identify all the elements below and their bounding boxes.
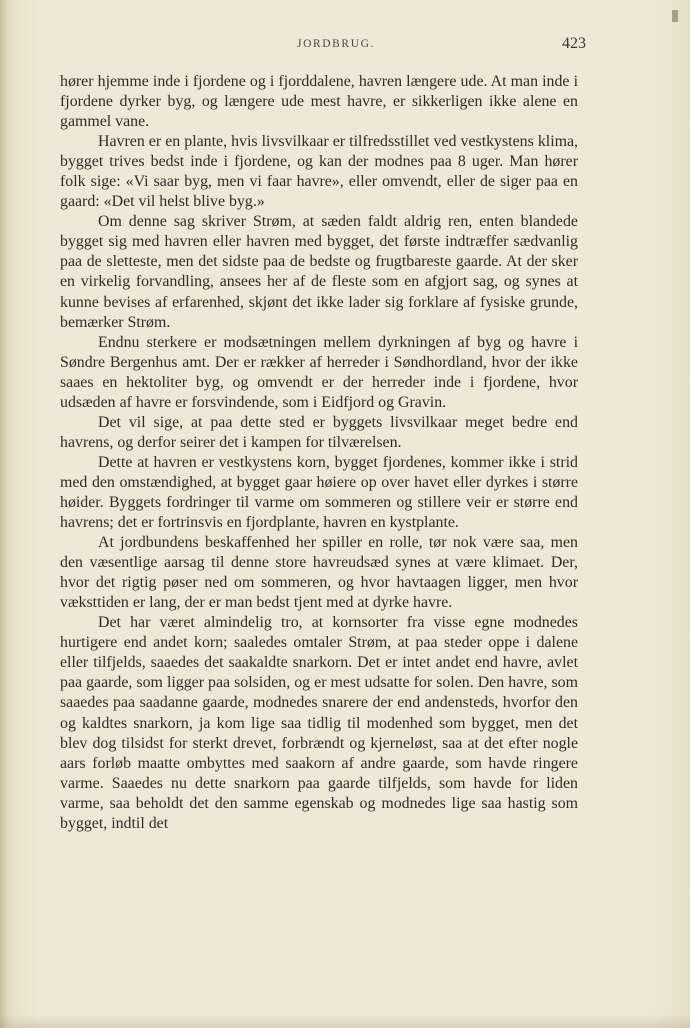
paragraph-2: Havren er en plante, hvis livsvilkaar er tilfredsstillet ved vestkystens klima, bygget trives bedst inde i fjordene, og kan der modnes paa 8 uger. Man hører folk sige: «Vi saar byg, men vi faar havre», eller omvendt, eller de siger paa en gaard: «Det vil helst blive byg.» — [60, 133, 578, 211]
paragraph-1: hører hjemme inde i fjordene og i fjorddalene, havren længere ude. At man inde i fjordene dyrker byg, og længere ude mest havre, er sikkerligen ikke alene en gammel vane. — [60, 73, 578, 131]
paragraph-6: Dette at havren er vestkystens korn, bygget fjordenes, kommer ikke i strid med den omstændighed, at bygget gaar høiere op over havet eller dyrkes i større høider. Byggets fordringer til varme om sommeren og stillere veir er større end havrens; det er fortrinsvis en fjordplante, havren en kystplante. — [60, 453, 578, 532]
page-corner-mark — [672, 10, 678, 22]
paragraph-4: Endnu sterkere er modsætningen mellem dyrkningen af byg og havre i Søndre Bergenhus amt. Der er rækker af herreder i Søndhordland, hvor der ikke saaes en hektoliter byg, og omvendt er der herreder inde i fjordene, hvor udsæden af havre er forsvindende, som i Eidfjord og Gravin. — [60, 333, 578, 411]
body-text — [60, 72, 578, 834]
page-number: 423 — [562, 35, 586, 52]
page-binding-edge — [0, 0, 8, 1028]
paragraph-7: At jordbundens beskaffenhed her spiller en rolle, tør nok være saa, men den væsentlige aarsag til denne store havreudsæd synes at være klimaet. Der, hvor det rigtig pøser ned om sommeren, og hvor havtaagen ligger, men hvor væksttiden er lang, der er man bedst tjent med at dyrke havre. — [60, 534, 578, 612]
paragraph-5: Det vil sige, at paa dette sted er byggets livsvilkaar meget bedre end havrens, og derfor seirer det i kampen for tilværelsen. — [60, 413, 578, 451]
paragraph-3: Om denne sag skriver Strøm, at sæden faldt aldrig ren, enten blandede bygget sig med havren eller havren med bygget, det første indtræffer sædvanlig paa de sletteste, men det sidste paa de bedste og frugtbareste gaarde. At der sker en virkelig forvandling, ansees her af de fleste som en afgjort sag, og synes at kunne bevises af erfarenhed, skjønt det ikke lader sig forklare af fysiske grunde, bemærker Strøm. — [60, 213, 578, 331]
page-bottom-edge — [0, 1014, 690, 1028]
paragraph-8: Det har været almindelig tro, at kornsorter fra visse egne modnedes hurtigere end andet korn; saaledes omtaler Strøm, at paa steder oppe i dalene eller tilfjelds, saaedes det saakaldte snarkorn. Det er intet andet end havre, avlet paa gaarde, som ligger paa solsiden, og er mest udsatte for solen. Den havre, som saaedes paa saadanne gaarde, modnedes snarere der end andensteds, hvorfor den og kaldtes snarkorn, ja kom lige saa tidlig til modenhed som bygget, men det blev dog tilsidst for sterkt drevet, forbrændt og kjerneløst, saa at det efter nogle aars forløb maatte ombyttes med saakorn af andre gaarde, som havde ringere varme. Saaedes nu dette snarkorn paa gaarde tilfjelds, som havde for liden varme, saa beholdt det den samme egenskab og modnedes lige saa hastig som bygget, indtil det — [60, 614, 578, 832]
running-head: JORDBRUG. — [297, 38, 375, 50]
page-header — [86, 35, 586, 62]
